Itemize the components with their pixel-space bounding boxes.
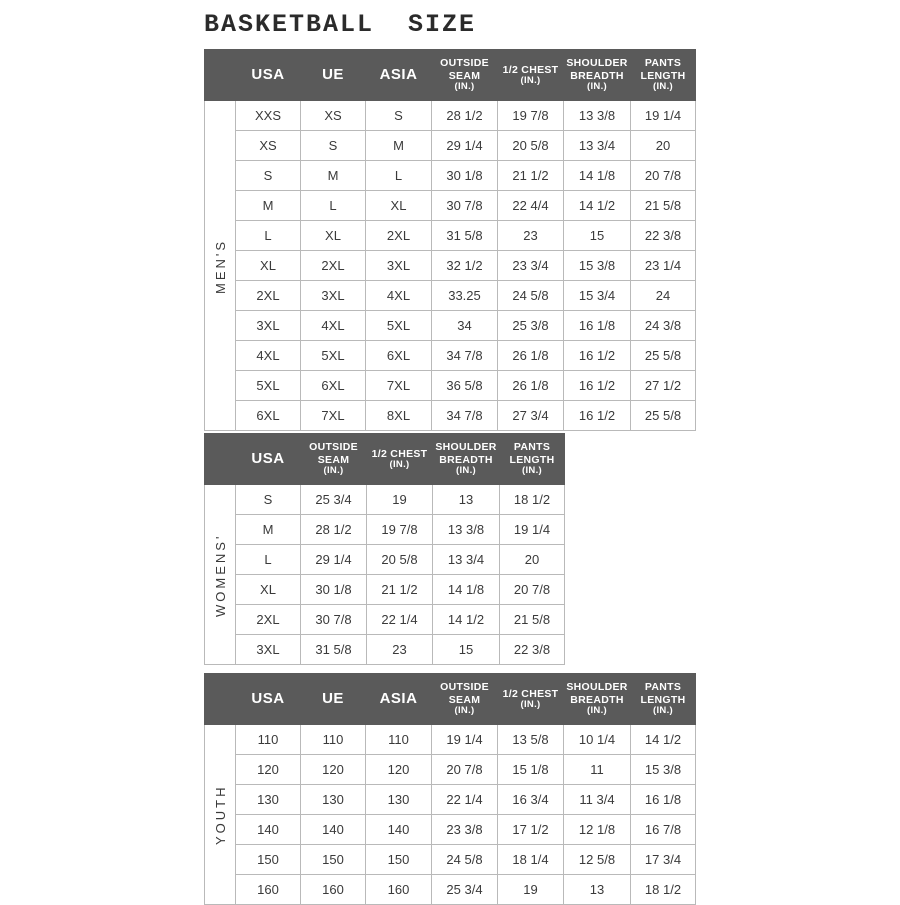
cell: 13: [564, 875, 631, 905]
table-row: [205, 251, 696, 281]
cell: 5XL: [366, 311, 432, 341]
col-half-chest-unit: (IN.): [389, 458, 410, 470]
col-outside-seam-unit: (IN.): [454, 80, 475, 92]
table-row: [205, 875, 696, 905]
cell: 110: [236, 725, 301, 755]
cell: 12 1/8: [564, 815, 631, 845]
cell: 23 3/4: [498, 251, 564, 281]
cell: 25 3/4: [301, 485, 367, 515]
cell: 23: [367, 635, 433, 665]
cell: 20: [631, 131, 696, 161]
table-row: [205, 131, 696, 161]
cell: 32 1/2: [432, 251, 498, 281]
col-usa: USA: [236, 674, 301, 725]
cell: 110: [366, 725, 432, 755]
col-shoulder-breadth-unit: (IN.): [456, 464, 476, 476]
cell: 15 3/8: [631, 755, 696, 785]
cell: 12 5/8: [564, 845, 631, 875]
col-outside-seam-label: OUTSIDE SEAM: [440, 57, 489, 82]
cell: 11 3/4: [564, 785, 631, 815]
cell: 160: [301, 875, 366, 905]
cell: 22 1/4: [432, 785, 498, 815]
cell: S: [301, 131, 366, 161]
table-row: [205, 515, 565, 545]
cell: 3XL: [236, 311, 301, 341]
cell: M: [236, 515, 301, 545]
cell: 34: [432, 311, 498, 341]
cell: 13 3/4: [433, 545, 500, 575]
col-shoulder-breadth-label: SHOULDER BREADTH: [435, 441, 497, 466]
cell: XXS: [236, 101, 301, 131]
col-shoulder-breadth: [433, 434, 500, 485]
table-row: [205, 755, 696, 785]
cell: 6XL: [236, 401, 301, 431]
col-pants-length: [631, 50, 696, 101]
cell: 140: [236, 815, 301, 845]
col-pants-length-label: PANTS LENGTH: [509, 441, 555, 466]
cell: 24 5/8: [498, 281, 564, 311]
table-row: [205, 101, 696, 131]
cell: 30 1/8: [432, 161, 498, 191]
cell: 25 5/8: [631, 401, 696, 431]
col-half-chest: [498, 50, 564, 101]
group-label-mens: MEN'S: [205, 101, 236, 431]
col-half-chest: [367, 434, 433, 485]
group-label-youth: YOUTH: [205, 725, 236, 905]
cell: 8XL: [366, 401, 432, 431]
cell: XL: [301, 221, 366, 251]
cell: 19 1/4: [500, 515, 565, 545]
cell: 29 1/4: [301, 545, 367, 575]
group-label-womens: WOMENS': [205, 485, 236, 665]
youth-size-table-block: [204, 673, 696, 905]
cell: 4XL: [366, 281, 432, 311]
table-row: [205, 341, 696, 371]
header-row: [205, 434, 565, 485]
cell: 16 1/8: [631, 785, 696, 815]
col-half-chest: [498, 674, 564, 725]
table-row: [205, 785, 696, 815]
cell: 160: [236, 875, 301, 905]
cell: 15: [564, 221, 631, 251]
table-row: [205, 401, 696, 431]
cell: 14 1/2: [433, 605, 500, 635]
cell: XS: [301, 101, 366, 131]
cell: 19 1/4: [631, 101, 696, 131]
col-outside-seam: [432, 674, 498, 725]
cell: 34 7/8: [432, 401, 498, 431]
col-shoulder-breadth: [564, 674, 631, 725]
cell: 150: [301, 845, 366, 875]
col-shoulder-breadth: [564, 50, 631, 101]
cell: 18 1/4: [498, 845, 564, 875]
cell: 14 1/2: [631, 725, 696, 755]
cell: 29 1/4: [432, 131, 498, 161]
mens-size-table-block: [204, 49, 696, 431]
youth-table-body: [205, 725, 696, 905]
cell: 17 3/4: [631, 845, 696, 875]
col-half-chest-label: 1/2 CHEST: [502, 63, 559, 76]
table-row: [205, 545, 565, 575]
cell: 21 1/2: [367, 575, 433, 605]
cell: L: [366, 161, 432, 191]
cell: 24 5/8: [432, 845, 498, 875]
cell: 16 1/2: [564, 341, 631, 371]
col-ue: UE: [301, 50, 366, 101]
cell: 22 4/4: [498, 191, 564, 221]
cell: 7XL: [366, 371, 432, 401]
cell: 30 1/8: [301, 575, 367, 605]
table-row: [205, 161, 696, 191]
cell: 7XL: [301, 401, 366, 431]
cell: 19: [367, 485, 433, 515]
cell: XL: [236, 575, 301, 605]
cell: 120: [366, 755, 432, 785]
cell: 25 3/4: [432, 875, 498, 905]
cell: 26 1/8: [498, 341, 564, 371]
col-asia: ASIA: [366, 674, 432, 725]
cell: 2XL: [301, 251, 366, 281]
col-pants-length: [500, 434, 565, 485]
cell: 15: [433, 635, 500, 665]
cell: L: [236, 221, 301, 251]
cell: 20 7/8: [500, 575, 565, 605]
cell: 21 5/8: [500, 605, 565, 635]
cell: 27 3/4: [498, 401, 564, 431]
col-usa: USA: [236, 434, 301, 485]
cell: XL: [366, 191, 432, 221]
col-pants-length-label: PANTS LENGTH: [640, 681, 686, 706]
col-half-chest-label: 1/2 CHEST: [502, 687, 559, 700]
table-row: [205, 485, 565, 515]
col-outside-seam: [432, 50, 498, 101]
cell: 15 1/8: [498, 755, 564, 785]
col-shoulder-breadth-label: SHOULDER BREADTH: [566, 57, 628, 82]
cell: 140: [366, 815, 432, 845]
header-row: [205, 50, 696, 101]
cell: 34 7/8: [432, 341, 498, 371]
cell: L: [301, 191, 366, 221]
womens-table-header: [205, 434, 565, 485]
col-pants-length-label: PANTS LENGTH: [640, 57, 686, 82]
cell: 3XL: [236, 635, 301, 665]
cell: 20: [500, 545, 565, 575]
cell: 2XL: [236, 605, 301, 635]
cell: 16 1/2: [564, 401, 631, 431]
mens-size-table: [204, 49, 696, 431]
cell: L: [236, 545, 301, 575]
col-half-chest-unit: (IN.): [520, 74, 541, 86]
cell: 31 5/8: [301, 635, 367, 665]
cell: 130: [301, 785, 366, 815]
col-usa: USA: [236, 50, 301, 101]
cell: 140: [301, 815, 366, 845]
cell: S: [236, 485, 301, 515]
cell: 16 1/2: [564, 371, 631, 401]
cell: M: [236, 191, 301, 221]
col-pants-length-unit: (IN.): [522, 464, 542, 476]
cell: 25 3/8: [498, 311, 564, 341]
cell: 6XL: [366, 341, 432, 371]
page-title: BASKETBALL SIZE: [204, 10, 477, 39]
cell: 21 1/2: [498, 161, 564, 191]
col-shoulder-breadth-label: SHOULDER BREADTH: [566, 681, 628, 706]
youth-table-header: [205, 674, 696, 725]
cell: 2XL: [366, 221, 432, 251]
cell: 20 5/8: [367, 545, 433, 575]
corner-cell: [205, 50, 236, 101]
mens-table-body: [205, 101, 696, 431]
cell: 16 1/8: [564, 311, 631, 341]
cell: 23: [498, 221, 564, 251]
col-half-chest-unit: (IN.): [520, 698, 541, 710]
cell: 23 3/8: [432, 815, 498, 845]
cell: 22 1/4: [367, 605, 433, 635]
table-row: [205, 191, 696, 221]
cell: 120: [301, 755, 366, 785]
corner-cell: [205, 434, 236, 485]
cell: 25 5/8: [631, 341, 696, 371]
col-ue: UE: [301, 674, 366, 725]
cell: 31 5/8: [432, 221, 498, 251]
cell: 150: [236, 845, 301, 875]
cell: 24: [631, 281, 696, 311]
cell: 15 3/4: [564, 281, 631, 311]
table-row: [205, 605, 565, 635]
cell: 14 1/8: [564, 161, 631, 191]
cell: 28 1/2: [432, 101, 498, 131]
cell: 19: [498, 875, 564, 905]
cell: 13 3/8: [564, 101, 631, 131]
col-pants-length: [631, 674, 696, 725]
cell: 14 1/2: [564, 191, 631, 221]
cell: 23 1/4: [631, 251, 696, 281]
table-row: [205, 281, 696, 311]
cell: 17 1/2: [498, 815, 564, 845]
cell: 21 5/8: [631, 191, 696, 221]
table-row: [205, 725, 696, 755]
col-half-chest-label: 1/2 CHEST: [371, 447, 428, 460]
table-row: [205, 371, 696, 401]
cell: 4XL: [236, 341, 301, 371]
cell: 16 3/4: [498, 785, 564, 815]
corner-cell: [205, 674, 236, 725]
cell: 20 7/8: [432, 755, 498, 785]
cell: 13: [433, 485, 500, 515]
col-pants-length-unit: (IN.): [653, 704, 673, 716]
cell: 13 3/8: [433, 515, 500, 545]
col-outside-seam-unit: (IN.): [454, 704, 475, 716]
cell: 3XL: [301, 281, 366, 311]
cell: 4XL: [301, 311, 366, 341]
cell: M: [301, 161, 366, 191]
col-outside-seam-unit: (IN.): [323, 464, 344, 476]
womens-table-body: [205, 485, 565, 665]
cell: 26 1/8: [498, 371, 564, 401]
cell: 2XL: [236, 281, 301, 311]
womens-size-table-block: [204, 433, 565, 665]
cell: 110: [301, 725, 366, 755]
cell: S: [366, 101, 432, 131]
cell: 6XL: [301, 371, 366, 401]
cell: 36 5/8: [432, 371, 498, 401]
cell: 3XL: [366, 251, 432, 281]
cell: 30 7/8: [301, 605, 367, 635]
col-pants-length-unit: (IN.): [653, 80, 673, 92]
cell: 120: [236, 755, 301, 785]
table-row: [205, 311, 696, 341]
cell: 13 3/4: [564, 131, 631, 161]
cell: 22 3/8: [500, 635, 565, 665]
col-asia: ASIA: [366, 50, 432, 101]
cell: 20 5/8: [498, 131, 564, 161]
cell: 24 3/8: [631, 311, 696, 341]
cell: 11: [564, 755, 631, 785]
cell: XS: [236, 131, 301, 161]
col-shoulder-breadth-unit: (IN.): [587, 80, 607, 92]
cell: 20 7/8: [631, 161, 696, 191]
youth-size-table: [204, 673, 696, 905]
cell: 13 5/8: [498, 725, 564, 755]
cell: 19 1/4: [432, 725, 498, 755]
cell: 160: [366, 875, 432, 905]
cell: 14 1/8: [433, 575, 500, 605]
cell: 16 7/8: [631, 815, 696, 845]
cell: 10 1/4: [564, 725, 631, 755]
cell: 130: [236, 785, 301, 815]
cell: 150: [366, 845, 432, 875]
cell: M: [366, 131, 432, 161]
cell: 19 7/8: [367, 515, 433, 545]
table-row: [205, 815, 696, 845]
table-row: [205, 221, 696, 251]
col-outside-seam-label: OUTSIDE SEAM: [440, 681, 489, 706]
cell: 33.25: [432, 281, 498, 311]
col-shoulder-breadth-unit: (IN.): [587, 704, 607, 716]
mens-table-header: [205, 50, 696, 101]
cell: 19 7/8: [498, 101, 564, 131]
cell: 18 1/2: [500, 485, 565, 515]
cell: XL: [236, 251, 301, 281]
cell: 27 1/2: [631, 371, 696, 401]
cell: 18 1/2: [631, 875, 696, 905]
table-row: [205, 845, 696, 875]
cell: 130: [366, 785, 432, 815]
cell: 30 7/8: [432, 191, 498, 221]
table-row: [205, 635, 565, 665]
womens-size-table: [204, 433, 565, 665]
cell: 22 3/8: [631, 221, 696, 251]
cell: S: [236, 161, 301, 191]
cell: 28 1/2: [301, 515, 367, 545]
cell: 5XL: [236, 371, 301, 401]
cell: 15 3/8: [564, 251, 631, 281]
header-row: [205, 674, 696, 725]
col-outside-seam: [301, 434, 367, 485]
cell: 5XL: [301, 341, 366, 371]
table-row: [205, 575, 565, 605]
col-outside-seam-label: OUTSIDE SEAM: [309, 441, 358, 466]
